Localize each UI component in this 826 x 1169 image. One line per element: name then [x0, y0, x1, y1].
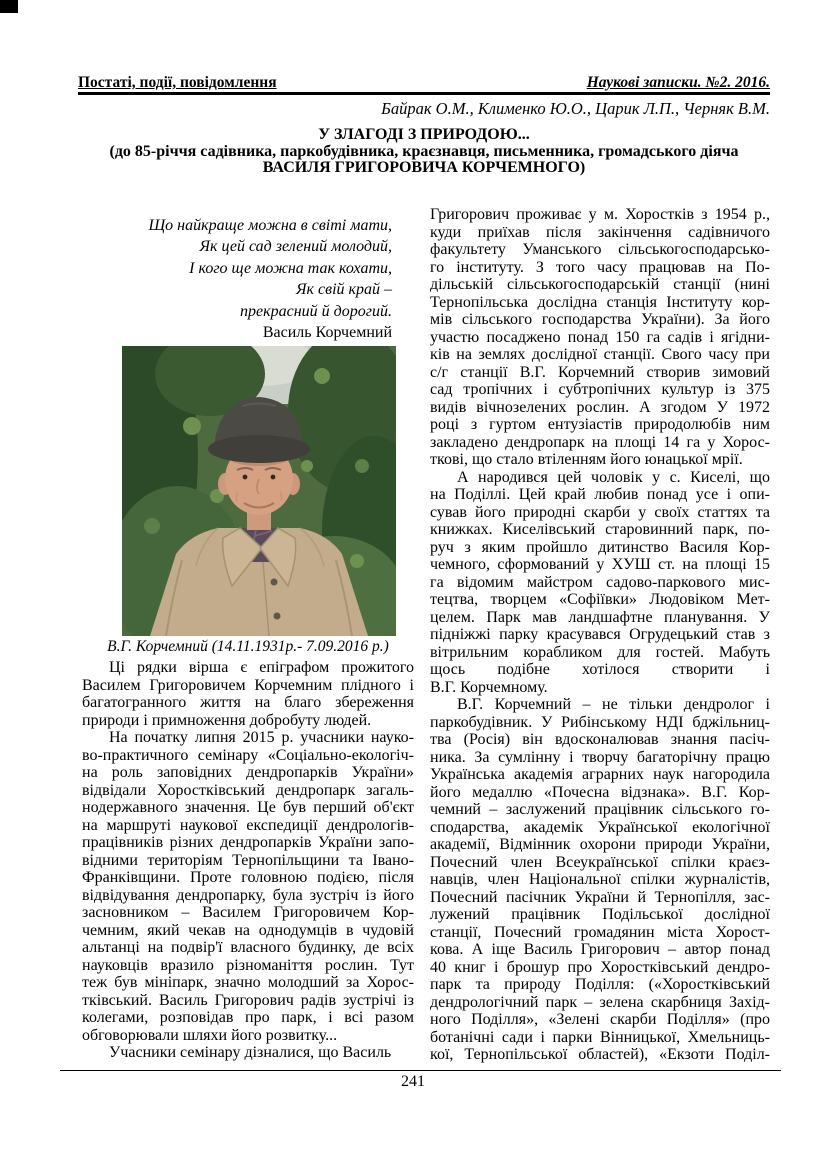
text-line: чемний – заслужений працівник сільського го-	[430, 801, 770, 818]
text-line: щось подібне хотілося створити і	[430, 661, 770, 678]
text-line: чемного, сформований у ХУШ ст. на площі 15	[430, 556, 770, 573]
text-line: На початку липня 2015 р. учасники науко-	[109, 729, 414, 747]
header-section-title: Постаті, події, повідомлення	[78, 74, 277, 91]
text-line: целем. Парк мав ландшафтне планування. У	[430, 608, 770, 626]
text-line: кова. А іще Василь Григорович – автор понад	[430, 941, 770, 958]
text-line: сував його природні скарби у своїх статтях та	[430, 503, 770, 521]
text-line: обговорювали шляхи його розвитку...	[82, 1026, 338, 1044]
text-line: на роль заповідних дендропарків України»	[82, 764, 414, 782]
text-line: В.Г. Корчемний – не тільки дендролог і	[457, 696, 770, 713]
text-line: руч з яким пройшло дитинство Василя Кор-	[430, 538, 770, 556]
text-line: ботанічні сади і парки Вінницької, Хмельниць-	[430, 1028, 770, 1046]
text-line: Тернопільська дослідна станція Інституту кор-	[430, 293, 770, 311]
text-line: відвідування дендропарку, була зустріч із його	[82, 886, 414, 904]
text-line: теж був мініпарк, значно молодший за Хорос-	[82, 974, 414, 992]
text-line: дендрологічний парк – зелена скарбниця Захід-	[430, 993, 770, 1011]
text-line: парк та природу Поділля: («Хоростківський	[430, 976, 770, 993]
text-line: ків на землях дослідної станції. Свого часу при	[430, 346, 770, 363]
text-line: І кого ще можна так кохати,	[189, 259, 392, 277]
text-line: відвідали Хоростківський дендропарк загаль-	[82, 781, 414, 799]
right-column	[430, 206, 770, 1064]
text-line: багатогранного життя на благо збереження	[82, 694, 414, 712]
epigraph-attribution: Василь Корчемний	[262, 324, 392, 342]
text-line: сподарства, академік Української екологічної	[430, 818, 770, 836]
article-title	[67, 127, 781, 177]
left-column	[82, 215, 414, 1062]
authors-line: Байрак О.М., Клименко Ю.О., Царик Л.П., Черняк В.М.	[381, 99, 770, 118]
header-journal-title: Наукові записки. №2. 2016.	[586, 74, 770, 91]
text-line: га відомим майстром садово-паркового мис-	[430, 573, 770, 591]
text-line: науковців вразило різноманіття рослин. Тут	[82, 956, 414, 974]
text-line: участю посаджено понад 150 га садів і ягідни-	[430, 328, 770, 346]
text-line: Почесний член Всеукраїнської спілки краєз-	[430, 853, 770, 871]
left-column-text	[82, 659, 414, 1062]
text-line: тківський. Василь Григорович радів зустрічі із	[82, 991, 414, 1009]
text-line: працівників різних дендропарків України запо-	[82, 834, 414, 852]
text-line: підніжжі парку красувався Огрудецький став з	[430, 626, 770, 643]
text-line: кої, Тернопільської областей), «Екзоти Поділ-	[430, 1046, 770, 1063]
text-line: сад тропічних і субтропічних культур із 375	[430, 381, 770, 398]
text-line: тецтва, творцем «Софіївки» Людовіком Мет-	[430, 591, 770, 608]
text-line: ника. За сумлінну і творчу багаторічну працю	[430, 748, 770, 766]
text-line: альтанці на подвір'ї власного будинку, де всіх	[82, 939, 414, 957]
text-line: Учасники семінару дізналися, що Василь	[109, 1044, 392, 1062]
right-column-text	[430, 206, 770, 1064]
text-line: книжках. Киселівський старовинний парк, по-	[430, 521, 770, 538]
text-line: академії, Відмінник охорони природи України,	[430, 836, 770, 853]
text-line: ткові, що стало втіленням його юнацької мрії.	[430, 451, 743, 468]
text-line: прекрасний й дорогий.	[240, 302, 392, 320]
text-line: відними територіям Тернопільщини та Івано-	[82, 851, 414, 869]
text-line: Почесний пасічник України й Тернопілля, зас-	[430, 888, 770, 906]
text-line: Ці рядки вірша є епіграфом прожитого	[109, 659, 414, 677]
text-line: його медаллю «Почесна відзнака». В.Г. Кор-	[430, 783, 770, 801]
text-line: закладено дендропарк на площі 14 га у Хорос-	[430, 433, 770, 451]
text-line: во-практичного семінару «Соціально-екологіч-	[82, 746, 414, 764]
text-line: дільській сільськогосподарській станції (нині	[430, 276, 770, 293]
text-line: видів вічнозелених рослин. А згодом У 1972	[430, 398, 770, 416]
text-line: чемним, який чекав на однодумців в чудовій	[82, 921, 414, 939]
text-line: тва (Росія) він вдосконалював знання пасіч-	[430, 731, 770, 748]
text-line: лужений працівник Подільської дослідної	[430, 906, 770, 923]
scan-artifact	[0, 0, 18, 13]
title-line-3: ВАСИЛЯ ГРИГОРОВИЧА КОРЧЕМНОГО)	[262, 159, 586, 176]
title-line-1: У ЗЛАГОДІ З ПРИРОДОЮ...	[318, 126, 530, 143]
text-line: В.Г. Корчемному.	[430, 678, 548, 696]
text-line: Що найкраще можна в світі мати,	[148, 217, 392, 234]
text-line: паркобудівник. У Рибінському НДІ бджільниц-	[430, 713, 770, 731]
text-line: році з гуртом ентузіастів природолюбів ним	[430, 416, 770, 433]
text-line: Франківщини. Проте головною подією, після	[82, 869, 414, 887]
photo-caption: В.Г. Корчемний (14.11.1931р.- 7.09.2016 р.)	[107, 638, 389, 656]
text-line: вітрильним корабликом для гостей. Мабуть	[430, 643, 770, 661]
text-line: ного Поділля», «Зелені скарби Поділля» (про	[430, 1011, 770, 1028]
text-line: мів сільського господарства України). За його	[430, 311, 770, 328]
text-line: Українська академія аграрних наук нагородила	[430, 766, 770, 783]
text-line: на Поділлі. Цей край любив понад усе і опи-	[430, 486, 770, 503]
title-line-2: (до 85-річчя садівника, паркобудівника, краєзнавця, письменника, громадського діяча	[109, 142, 739, 160]
text-line: засновником – Василем Григоровичем Кор-	[82, 904, 414, 922]
text-line: колегами, розповідав про парк, і всі разом	[82, 1009, 414, 1027]
text-line: Як свій край –	[296, 281, 392, 299]
text-line: Григорович проживає у м. Хоростків з 1954 р.,	[430, 206, 770, 223]
text-line: на маршруті наукової експедиції дендрологів-	[82, 816, 414, 834]
text-line: нодержавного значення. Це був перший об'єкт	[82, 799, 414, 817]
text-line: го інституту. З того часу працював на По-	[430, 258, 770, 276]
text-line: станції, Почесний громадянин міста Хорост-	[430, 923, 770, 941]
text-line: природи і примноження добробуту людей.	[82, 711, 372, 729]
text-line: навців, член Національної спілки журналістів,	[430, 871, 770, 888]
text-line: А народився цей чоловік у с. Киселі, що	[457, 468, 770, 486]
text-line: с/г станції В.Г. Корчемний створив зимовий	[430, 363, 770, 381]
footer-rule	[60, 1070, 781, 1071]
text-line: Як цей сад зелений молодий,	[199, 238, 392, 256]
page-number: 241	[401, 1073, 425, 1090]
running-header	[78, 74, 770, 95]
epigraph	[82, 215, 414, 322]
text-line: Василем Григоровичем Корчемним плідного і	[82, 676, 414, 694]
portrait-photo	[122, 346, 396, 636]
text-line: 40 книг і брошур про Хоростківський дендро-	[430, 958, 770, 976]
text-line: факультету Уманського сільськогосподарсько-	[430, 241, 770, 258]
text-line: куди приїхав після закінчення садівничого	[430, 223, 770, 241]
